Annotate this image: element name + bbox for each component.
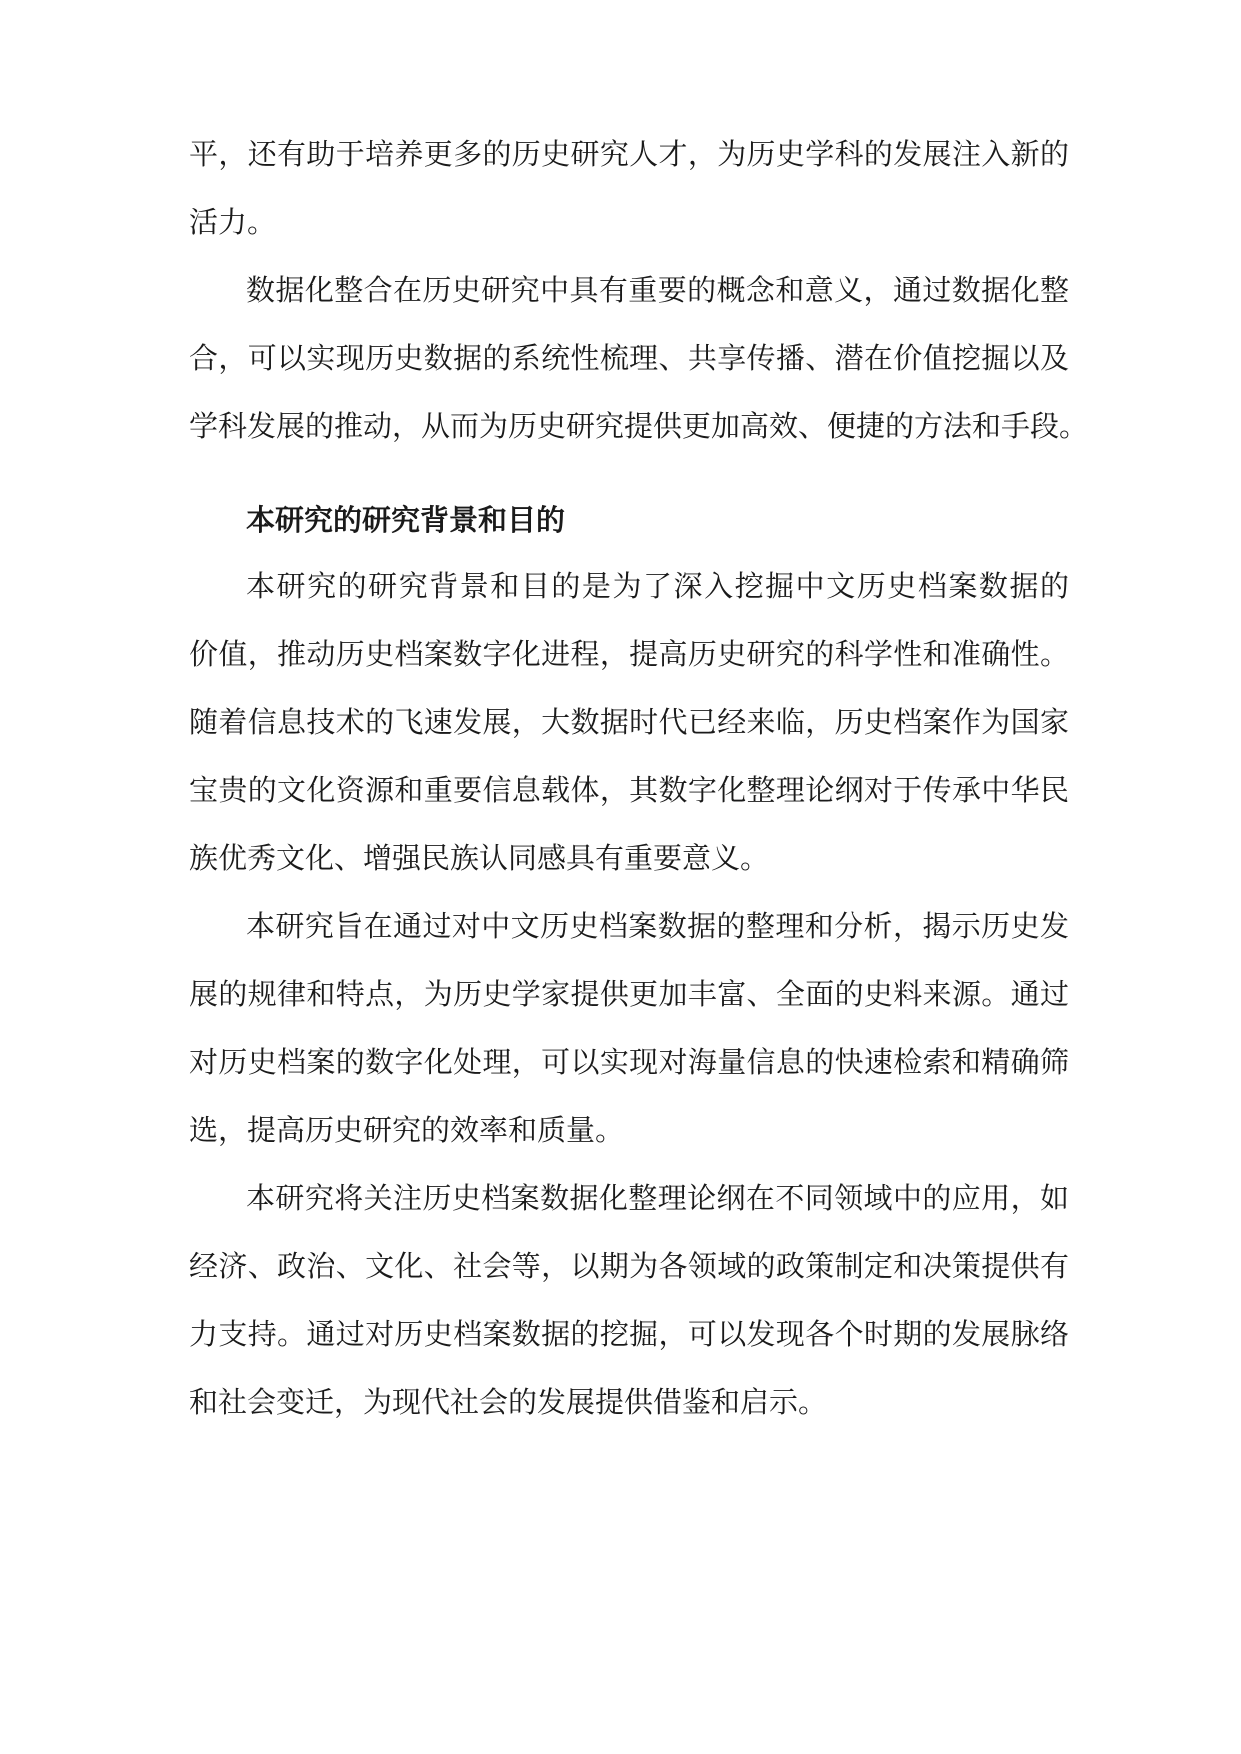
paragraph-line: 学科发展的推动，从而为历史研究提供更加高效、便捷的方法和手段。 [189, 409, 1089, 443]
paragraph-line: 宝贵的文化资源和重要信息载体，其数字化整理论纲对于传承中华民 [189, 773, 1069, 807]
paragraph-line: 经济、政治、文化、社会等，以期为各领域的政策制定和决策提供有 [189, 1249, 1069, 1283]
paragraph-line: 展的规律和特点，为历史学家提供更加丰富、全面的史料来源。通过 [189, 977, 1069, 1011]
paragraph-line: 本研究将关注历史档案数据化整理论纲在不同领域中的应用，如 [246, 1181, 1069, 1215]
paragraph-line: 随着信息技术的飞速发展，大数据时代已经来临，历史档案作为国家 [189, 705, 1069, 739]
paragraph-line: 对历史档案的数字化处理，可以实现对海量信息的快速检索和精确筛 [189, 1045, 1069, 1079]
paragraph-line: 本研究的研究背景和目的是为了深入挖掘中文历史档案数据的 [246, 569, 1069, 603]
paragraph-line: 本研究旨在通过对中文历史档案数据的整理和分析，揭示历史发 [246, 909, 1069, 943]
paragraph-line: 活力。 [189, 205, 277, 239]
paragraph-line: 力支持。通过对历史档案数据的挖掘，可以发现各个时期的发展脉络 [189, 1317, 1069, 1351]
section-heading: 本研究的研究背景和目的 [246, 503, 566, 537]
paragraph-line: 价值，推动历史档案数字化进程，提高历史研究的科学性和准确性。 [189, 637, 1069, 671]
paragraph-line: 族优秀文化、增强民族认同感具有重要意义。 [189, 841, 770, 875]
paragraph-line: 数据化整合在历史研究中具有重要的概念和意义，通过数据化整 [246, 273, 1069, 307]
paragraph-line: 平，还有助于培养更多的历史研究人才，为历史学科的发展注入新的 [189, 137, 1069, 171]
paragraph-line: 合，可以实现历史数据的系统性梳理、共享传播、潜在价值挖掘以及 [189, 341, 1069, 375]
paragraph-line: 和社会变迁，为现代社会的发展提供借鉴和启示。 [189, 1385, 828, 1419]
paragraph-line: 选，提高历史研究的效率和质量。 [189, 1113, 625, 1147]
